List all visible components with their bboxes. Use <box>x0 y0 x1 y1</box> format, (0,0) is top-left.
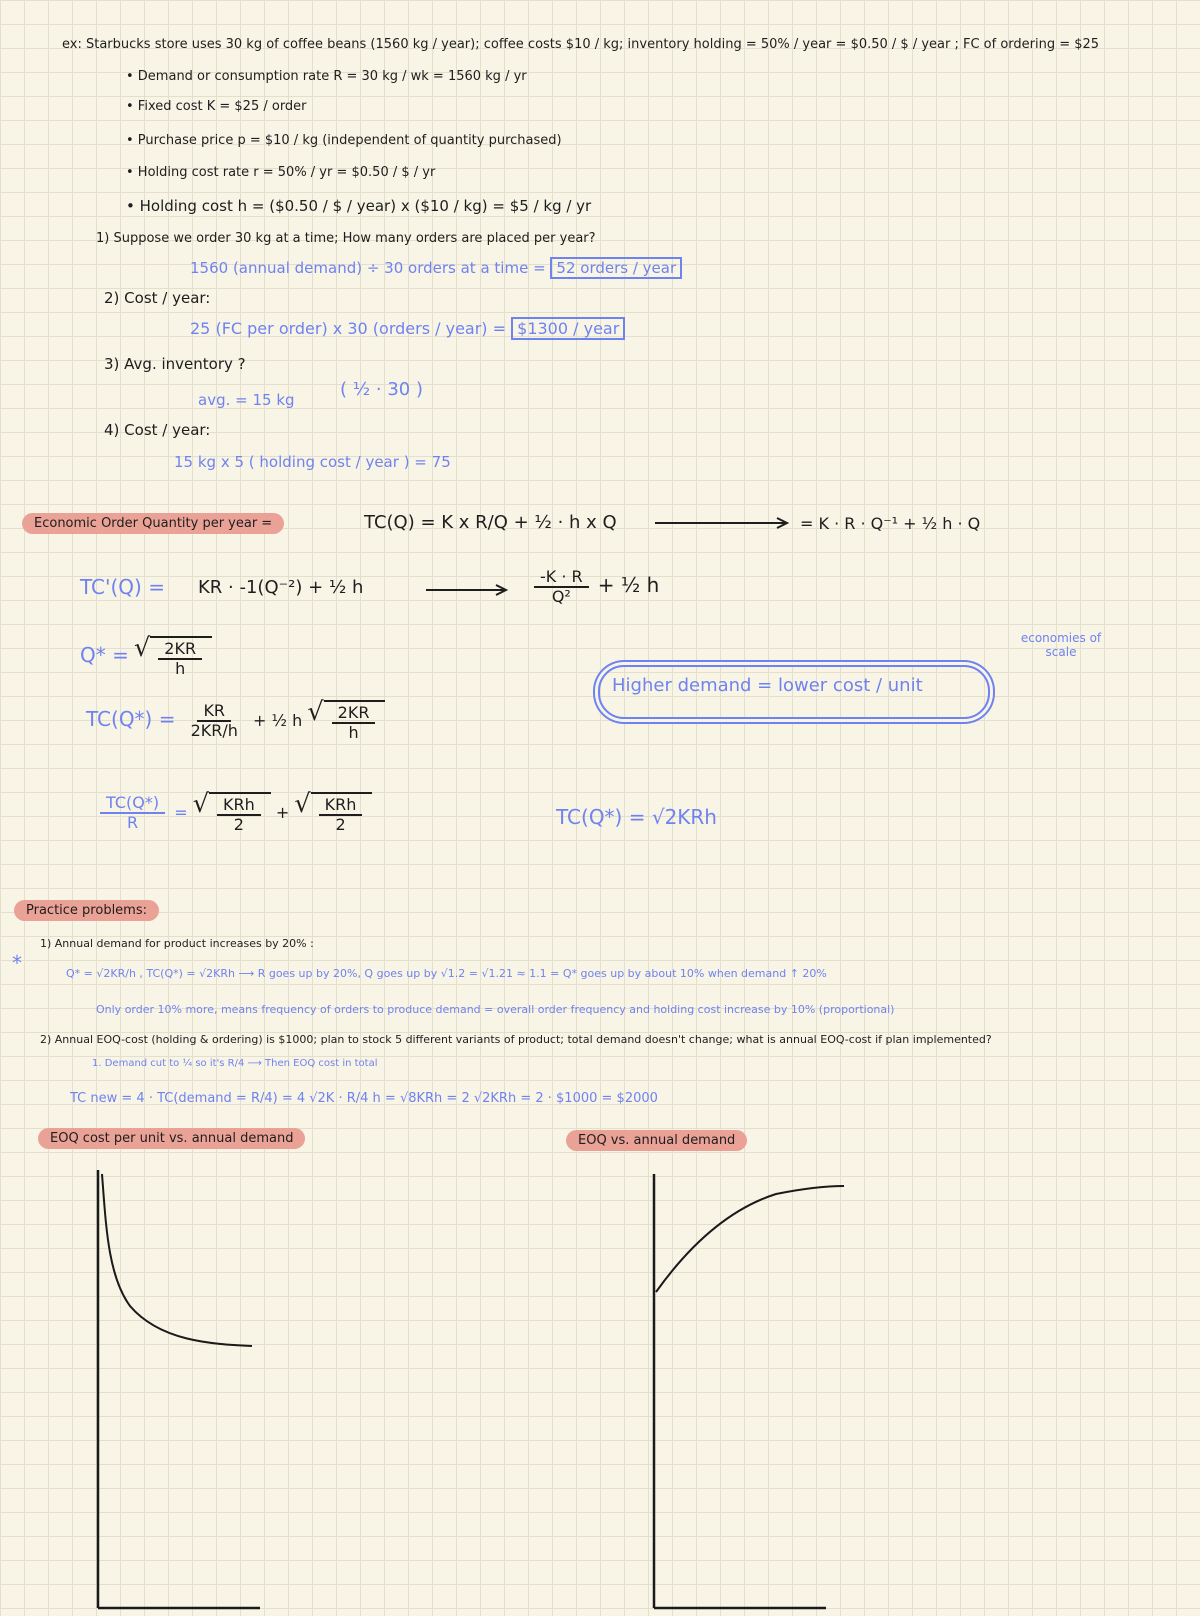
ratio-term-1-numerator: KRh <box>217 796 261 816</box>
practice-problem-2: 2) Annual EOQ-cost (holding & ordering) is $1000; plan to stock 5 different variants of product; total demand doesn't change; what is annual EOQ-cost if plan implemented? <box>40 1033 992 1046</box>
tc-q-star-final: TC(Q*) = √2KRh <box>556 805 717 829</box>
question-1-calculation: 1560 (annual demand) ÷ 30 orders at a time = <box>190 259 546 277</box>
practice-problem-1-note: Only order 10% more, means frequency of orders to produce demand = overall order frequency and holding cost increase by 10% (proportional) <box>96 1003 895 1016</box>
increasing-curve <box>656 1186 844 1292</box>
right-graph-label: EOQ vs. annual demand <box>566 1130 747 1151</box>
practice-problem-2-sub: 1. Demand cut to ¼ so it's R/4 ⟶ Then EOQ cost in total <box>92 1058 378 1069</box>
tc-per-unit-formula: $\frac{TC(Q*)}{R}$ = √ $\frac{\text{KRh}}{2}$ + √ $\frac{\text{KRh}}{2}$ <box>96 792 372 835</box>
practice-problem-2-work: TC new = 4 · TC(demand = R/4) = 4 √2K · R/4 h = √8KRh = 2 √2KRh = 2 · $1000 = $2000 <box>70 1091 658 1106</box>
star-icon: * <box>12 951 22 975</box>
arrow-icon <box>426 582 512 598</box>
ratio-plus: + <box>275 802 290 822</box>
ratio-term-2-numerator: KRh <box>319 796 363 816</box>
eoq-vs-demand-graph <box>646 1170 856 1616</box>
eoq-total-cost-rewrite: = K · R · Q⁻¹ + ½ h · Q <box>800 514 981 533</box>
bullet-holding-rate: • Holding cost rate r = 50% / yr = $0.50 / $ / yr <box>126 165 436 180</box>
ratio-equals: = <box>174 802 188 822</box>
q-star-lhs: Q* = <box>80 642 129 667</box>
tc-q-star-numerator: KR <box>197 702 231 722</box>
question-1: 1) Suppose we order 30 kg at a time; How many orders are placed per year? <box>96 231 596 246</box>
derivative-result-tail: + ½ h <box>597 572 660 597</box>
question-4: 4) Cost / year: <box>104 421 211 439</box>
practice-problem-1: 1) Annual demand for product increases by 20% : <box>40 937 314 950</box>
question-1-answer: 52 orders / year <box>550 257 682 279</box>
q-star-formula: Q* = √ $\frac{2KR}{h}$ <box>80 636 212 679</box>
ratio-lhs-denominator: R <box>126 813 139 833</box>
ratio-term-2-denominator: 2 <box>335 815 346 835</box>
practice-label: Practice problems: <box>14 900 159 921</box>
tc-q-star-root-denominator: h <box>348 723 359 743</box>
tc-q-star-denominator: 2KR/h <box>190 721 238 741</box>
question-1-work <box>190 260 682 277</box>
eoq-cost-per-unit-graph <box>90 1166 270 1616</box>
question-3: 3) Avg. inventory ? <box>104 355 246 373</box>
derivative-result-numerator: -K · R <box>534 568 589 588</box>
decreasing-curve <box>102 1174 252 1346</box>
tc-q-star-plus: + <box>253 710 267 730</box>
question-4-work: 15 kg x 5 ( holding cost / year ) = 75 <box>174 453 451 471</box>
derivative-lhs: TC'(Q) = <box>80 575 165 599</box>
bullet-demand: • Demand or consumption rate R = 30 kg / wk = 1560 kg / yr <box>126 69 527 84</box>
insight-text: Higher demand = lower cost / unit <box>612 675 923 696</box>
question-2: 2) Cost / year: <box>104 289 211 307</box>
example-intro: ex: Starbucks store uses 30 kg of coffee beans (1560 kg / year); coffee costs $10 / kg; inventory holding = 50% / year = $0.50 / $ / year ; FC of ordering = $25 <box>62 37 1100 52</box>
question-2-answer: $1300 / year <box>511 317 625 340</box>
question-2-work <box>190 320 625 338</box>
eoq-total-cost: TC(Q) = K x R/Q + ½ · h x Q <box>364 512 617 533</box>
tc-q-star-root-numerator: 2KR <box>332 704 376 724</box>
derivative-result-denominator: Q² <box>551 587 571 607</box>
arrow-icon <box>655 515 795 531</box>
bullet-fixed-cost: • Fixed cost K = $25 / order <box>126 99 307 114</box>
tc-q-star-lhs: TC(Q*) = <box>86 706 176 731</box>
tc-q-star-half-h: ½ h <box>271 710 303 730</box>
q-star-numerator: 2KR <box>158 640 202 660</box>
derivative-rhs: KR · -1(Q⁻²) + ½ h <box>198 577 364 598</box>
left-graph-label: EOQ cost per unit vs. annual demand <box>38 1128 305 1149</box>
question-2-calculation: 25 (FC per order) x 30 (orders / year) = <box>190 319 507 338</box>
question-3-note: ( ½ · 30 ) <box>340 379 424 400</box>
q-star-denominator: h <box>175 659 186 679</box>
ratio-lhs-numerator: TC(Q*) <box>100 794 165 814</box>
eoq-label: Economic Order Quantity per year = <box>22 513 284 534</box>
economies-of-scale: economies of scale <box>1020 631 1102 659</box>
practice-problem-1-work: Q* = √2KR/h , TC(Q*) = √2KRh ⟶ R goes up by 20%, Q goes up by √1.2 = √1.21 ≈ 1.1 = Q* goes up by about 10% when demand ↑ 20% <box>66 967 827 980</box>
ratio-term-1-denominator: 2 <box>233 815 244 835</box>
question-3-work: avg. = 15 kg <box>198 391 295 409</box>
bullet-holding-cost: • Holding cost h = ($0.50 / $ / year) x ($10 / kg) = $5 / kg / yr <box>126 197 592 215</box>
bullet-purchase-price: • Purchase price p = $10 / kg (independent of quantity purchased) <box>126 133 562 148</box>
derivative-result <box>530 568 659 607</box>
tc-q-star-formula: TC(Q*) = $\frac{KR}{2KR/h}$ + ½ h √ $\frac{2KR}{h}$ <box>86 700 385 743</box>
